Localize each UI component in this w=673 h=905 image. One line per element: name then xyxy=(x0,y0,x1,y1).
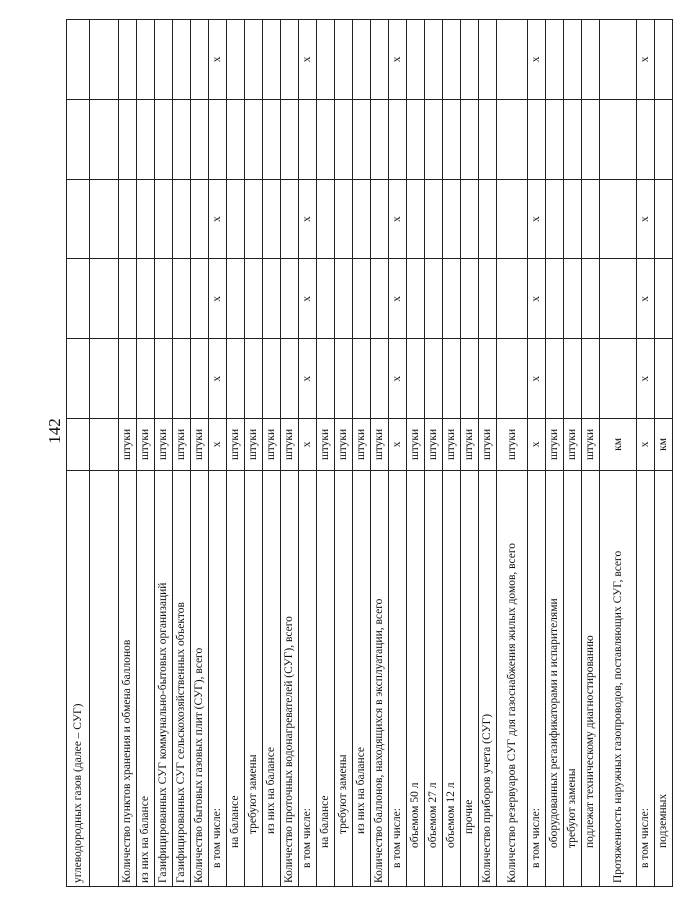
value-cell xyxy=(600,179,637,259)
value-cell xyxy=(546,179,564,259)
table-row xyxy=(564,20,582,887)
value-cell: х xyxy=(389,20,407,100)
value-cell xyxy=(546,99,564,179)
value-cell xyxy=(335,339,353,419)
value-cell xyxy=(263,20,281,100)
section-title: углеводородных газов (далее – СУГ) xyxy=(67,470,90,886)
table-row xyxy=(443,20,461,887)
value-cell xyxy=(637,99,655,179)
value-cell xyxy=(407,339,425,419)
table-row xyxy=(209,20,227,887)
value-cell xyxy=(461,259,479,339)
value-cell xyxy=(655,339,673,419)
row-label: Количество проточных водонагревателей (СУГ), всего xyxy=(281,470,299,886)
value-cell xyxy=(245,339,263,419)
value-cell xyxy=(227,20,245,100)
value-cell: х xyxy=(389,179,407,259)
value-cell xyxy=(227,259,245,339)
value-cell xyxy=(155,99,173,179)
row-unit: х xyxy=(637,419,655,471)
row-label: на балансе xyxy=(227,470,245,886)
table-row xyxy=(263,20,281,887)
value-cell xyxy=(443,20,461,100)
value-cell xyxy=(443,179,461,259)
value-cell xyxy=(173,99,191,179)
value-cell xyxy=(119,99,137,179)
value-cell: х xyxy=(299,259,317,339)
value-cell xyxy=(655,20,673,100)
value-cell xyxy=(461,339,479,419)
row-label: на балансе xyxy=(317,470,335,886)
table-row xyxy=(497,20,528,887)
value-cell xyxy=(173,20,191,100)
empty-cell xyxy=(90,419,119,471)
row-label: объемом 50 л xyxy=(407,470,425,886)
table-row xyxy=(371,20,389,887)
empty-cell xyxy=(67,179,90,259)
value-cell xyxy=(479,259,497,339)
row-label: в том числе: xyxy=(209,470,227,886)
value-cell xyxy=(119,259,137,339)
empty-cell xyxy=(67,259,90,339)
row-unit: штуки xyxy=(119,419,137,471)
row-unit: штуки xyxy=(191,419,209,471)
row-unit: х xyxy=(299,419,317,471)
value-cell xyxy=(479,179,497,259)
rotated-table-container xyxy=(66,19,669,887)
value-cell xyxy=(137,99,155,179)
row-unit: х xyxy=(389,419,407,471)
value-cell xyxy=(655,179,673,259)
value-cell xyxy=(209,99,227,179)
value-cell xyxy=(407,259,425,339)
value-cell xyxy=(371,179,389,259)
table-row xyxy=(173,20,191,887)
value-cell: х xyxy=(637,259,655,339)
empty-cell xyxy=(90,99,119,179)
empty-cell xyxy=(90,259,119,339)
row-label: в том числе: xyxy=(389,470,407,886)
value-cell xyxy=(191,99,209,179)
table-row xyxy=(425,20,443,887)
table-row xyxy=(281,20,299,887)
row-unit: штуки xyxy=(263,419,281,471)
row-unit: штуки xyxy=(281,419,299,471)
row-label: подлежат техническому диагностированию xyxy=(582,470,600,886)
value-cell xyxy=(317,99,335,179)
value-cell xyxy=(546,339,564,419)
value-cell xyxy=(281,259,299,339)
value-cell xyxy=(137,339,155,419)
value-cell xyxy=(600,99,637,179)
value-cell xyxy=(263,99,281,179)
row-unit: штуки xyxy=(137,419,155,471)
row-label: Протяженность наружных газопроводов, поставляющих СУГ, всего xyxy=(600,470,637,886)
table-row xyxy=(461,20,479,887)
table-row xyxy=(582,20,600,887)
value-cell: х xyxy=(209,20,227,100)
lpg-statistics-table xyxy=(66,19,673,887)
value-cell xyxy=(263,339,281,419)
value-cell: х xyxy=(637,339,655,419)
row-label: оборудованных регазификаторами и испарителями xyxy=(546,470,564,886)
row-label: в том числе: xyxy=(637,470,655,886)
empty-cell xyxy=(90,179,119,259)
row-label: требуют замены xyxy=(245,470,263,886)
value-cell: х xyxy=(299,179,317,259)
value-cell xyxy=(497,339,528,419)
value-cell xyxy=(137,179,155,259)
value-cell xyxy=(443,339,461,419)
table-row xyxy=(191,20,209,887)
page-number: 142 xyxy=(45,418,64,444)
value-cell xyxy=(407,179,425,259)
value-cell xyxy=(137,20,155,100)
value-cell xyxy=(173,179,191,259)
value-cell xyxy=(461,20,479,100)
value-cell xyxy=(371,99,389,179)
value-cell xyxy=(582,179,600,259)
value-cell xyxy=(425,259,443,339)
value-cell: х xyxy=(209,259,227,339)
empty-cell xyxy=(67,20,90,100)
value-cell xyxy=(461,179,479,259)
row-unit: штуки xyxy=(173,419,191,471)
value-cell xyxy=(407,20,425,100)
row-label: в том числе: xyxy=(299,470,317,886)
value-cell: х xyxy=(637,179,655,259)
value-cell xyxy=(461,99,479,179)
value-cell: х xyxy=(528,20,546,100)
row-unit: штуки xyxy=(461,419,479,471)
value-cell: х xyxy=(528,179,546,259)
row-unit: штуки xyxy=(564,419,582,471)
empty-cell xyxy=(90,20,119,100)
row-unit: х xyxy=(209,419,227,471)
table-row xyxy=(227,20,245,887)
value-cell xyxy=(119,179,137,259)
value-cell xyxy=(191,20,209,100)
value-cell: х xyxy=(209,179,227,259)
value-cell xyxy=(245,179,263,259)
row-label: требуют замены xyxy=(564,470,582,886)
value-cell xyxy=(371,20,389,100)
value-cell xyxy=(443,259,461,339)
value-cell xyxy=(155,20,173,100)
value-cell xyxy=(479,20,497,100)
value-cell xyxy=(281,179,299,259)
value-cell xyxy=(497,179,528,259)
row-label: прочие xyxy=(461,470,479,886)
table-row xyxy=(546,20,564,887)
row-unit: штуки xyxy=(479,419,497,471)
row-label: Количество резервуаров СУГ для газоснабжения жилых домов, всего xyxy=(497,470,528,886)
value-cell xyxy=(600,20,637,100)
row-unit: х xyxy=(528,419,546,471)
value-cell xyxy=(155,179,173,259)
value-cell xyxy=(528,99,546,179)
row-label: из них на балансе xyxy=(137,470,155,886)
value-cell xyxy=(425,179,443,259)
table-row xyxy=(600,20,637,887)
row-label: Газифицированных СУГ сельскохозяйственных объектов xyxy=(173,470,191,886)
value-cell xyxy=(564,99,582,179)
value-cell xyxy=(299,99,317,179)
row-unit: км xyxy=(655,419,673,471)
value-cell xyxy=(371,259,389,339)
row-unit: штуки xyxy=(425,419,443,471)
value-cell xyxy=(353,179,371,259)
value-cell xyxy=(137,259,155,339)
value-cell: х xyxy=(389,259,407,339)
value-cell xyxy=(281,99,299,179)
row-unit: штуки xyxy=(245,419,263,471)
value-cell xyxy=(564,259,582,339)
spacer-row xyxy=(90,20,119,887)
value-cell xyxy=(191,339,209,419)
value-cell: х xyxy=(209,339,227,419)
value-cell xyxy=(546,259,564,339)
value-cell xyxy=(353,20,371,100)
value-cell xyxy=(173,259,191,339)
value-cell xyxy=(546,20,564,100)
value-cell xyxy=(245,259,263,339)
table-row xyxy=(479,20,497,887)
row-label: Количество баллонов, находящихся в эксплуатации, всего xyxy=(371,470,389,886)
value-cell xyxy=(600,259,637,339)
value-cell xyxy=(335,259,353,339)
row-unit: штуки xyxy=(546,419,564,471)
value-cell xyxy=(425,99,443,179)
value-cell xyxy=(119,339,137,419)
value-cell: х xyxy=(389,339,407,419)
value-cell xyxy=(191,259,209,339)
value-cell xyxy=(497,259,528,339)
value-cell: х xyxy=(299,20,317,100)
row-label: объемом 12 л xyxy=(443,470,461,886)
value-cell xyxy=(371,339,389,419)
value-cell xyxy=(655,259,673,339)
value-cell xyxy=(119,20,137,100)
row-label: Количество пунктов хранения и обмена баллонов xyxy=(119,470,137,886)
value-cell xyxy=(245,20,263,100)
value-cell xyxy=(353,99,371,179)
value-cell: х xyxy=(528,259,546,339)
empty-cell xyxy=(67,419,90,471)
value-cell xyxy=(335,179,353,259)
value-cell xyxy=(389,99,407,179)
table-row xyxy=(637,20,655,887)
row-unit: штуки xyxy=(407,419,425,471)
row-unit: штуки xyxy=(582,419,600,471)
table-row xyxy=(528,20,546,887)
value-cell xyxy=(191,179,209,259)
empty-cell xyxy=(67,99,90,179)
value-cell xyxy=(281,20,299,100)
value-cell xyxy=(564,179,582,259)
row-label: требуют замены xyxy=(335,470,353,886)
empty-cell xyxy=(90,470,119,886)
row-label: Количество бытовых газовых плит (СУГ), всего xyxy=(191,470,209,886)
value-cell xyxy=(335,99,353,179)
row-label: подземных xyxy=(655,470,673,886)
value-cell xyxy=(227,339,245,419)
row-unit: км xyxy=(600,419,637,471)
value-cell xyxy=(155,259,173,339)
value-cell xyxy=(497,99,528,179)
value-cell xyxy=(497,20,528,100)
value-cell xyxy=(263,179,281,259)
row-label: из них на балансе xyxy=(263,470,281,886)
value-cell xyxy=(655,99,673,179)
value-cell: х xyxy=(299,339,317,419)
value-cell xyxy=(227,99,245,179)
empty-cell xyxy=(67,339,90,419)
row-unit: штуки xyxy=(371,419,389,471)
table-row xyxy=(155,20,173,887)
value-cell xyxy=(443,99,461,179)
value-cell xyxy=(317,20,335,100)
value-cell xyxy=(353,339,371,419)
value-cell: х xyxy=(637,20,655,100)
table-row xyxy=(245,20,263,887)
row-unit: штуки xyxy=(155,419,173,471)
value-cell xyxy=(281,339,299,419)
value-cell: х xyxy=(528,339,546,419)
value-cell xyxy=(317,259,335,339)
value-cell xyxy=(564,339,582,419)
value-cell xyxy=(564,20,582,100)
value-cell xyxy=(173,339,191,419)
row-unit: штуки xyxy=(443,419,461,471)
table-row xyxy=(389,20,407,887)
table-row xyxy=(317,20,335,887)
empty-cell xyxy=(90,339,119,419)
value-cell xyxy=(479,339,497,419)
section-header-row xyxy=(67,20,90,887)
value-cell xyxy=(479,99,497,179)
table-row xyxy=(137,20,155,887)
value-cell xyxy=(317,179,335,259)
value-cell xyxy=(582,339,600,419)
value-cell xyxy=(582,20,600,100)
row-unit: штуки xyxy=(227,419,245,471)
row-label: Газифицированных СУГ коммунально-бытовых организаций xyxy=(155,470,173,886)
row-label: из них на балансе xyxy=(353,470,371,886)
row-unit: штуки xyxy=(497,419,528,471)
row-unit: штуки xyxy=(353,419,371,471)
value-cell xyxy=(317,339,335,419)
table-row xyxy=(299,20,317,887)
value-cell xyxy=(582,99,600,179)
value-cell xyxy=(155,339,173,419)
table-row xyxy=(353,20,371,887)
value-cell xyxy=(245,99,263,179)
row-label: в том числе: xyxy=(528,470,546,886)
row-label: Количество приборов учета (СУГ) xyxy=(479,470,497,886)
table-row xyxy=(119,20,137,887)
row-unit: штуки xyxy=(335,419,353,471)
table-row xyxy=(335,20,353,887)
row-label: объемом 27 л xyxy=(425,470,443,886)
value-cell xyxy=(263,259,281,339)
value-cell xyxy=(582,259,600,339)
value-cell xyxy=(425,339,443,419)
table-row xyxy=(655,20,673,887)
value-cell xyxy=(425,20,443,100)
value-cell xyxy=(335,20,353,100)
value-cell xyxy=(227,179,245,259)
table-row xyxy=(407,20,425,887)
value-cell xyxy=(353,259,371,339)
row-unit: штуки xyxy=(317,419,335,471)
value-cell xyxy=(407,99,425,179)
value-cell xyxy=(600,339,637,419)
